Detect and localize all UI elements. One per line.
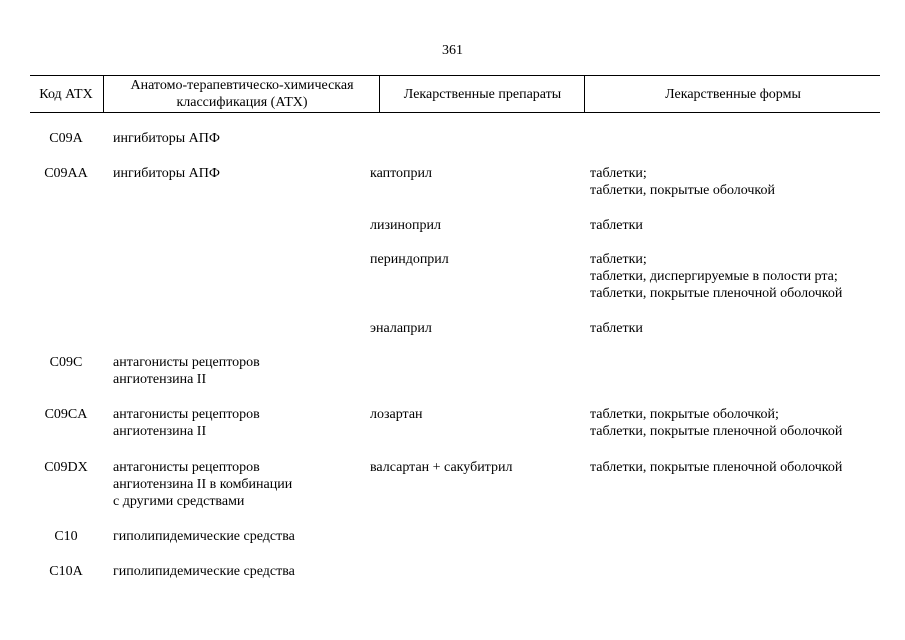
atc-code: C10A bbox=[49, 564, 83, 579]
atc-classification: ингибиторы АПФ bbox=[113, 131, 220, 146]
atc-classification: антагонисты рецепторов ангиотензина II bbox=[113, 407, 260, 439]
atc-code: C09A bbox=[49, 131, 83, 146]
drug-name: лизиноприл bbox=[370, 218, 441, 233]
atc-code: C09CA bbox=[44, 407, 88, 422]
atc-classification: гиполипидемические средства bbox=[113, 529, 295, 544]
header-drugs: Лекарственные препараты bbox=[379, 76, 585, 112]
drug-name: лозартан bbox=[370, 407, 423, 422]
page-number: 361 bbox=[442, 43, 463, 58]
drug-name: валсартан + сакубитрил bbox=[370, 460, 513, 475]
dosage-form: таблетки; таблетки, диспергируемые в полости рта; таблетки, покрытые пленочной оболочкой bbox=[590, 252, 843, 301]
dosage-form: таблетки bbox=[590, 218, 643, 233]
header-atc-classification: Анатомо-терапевтическо-химическая классификация (АТХ) bbox=[103, 76, 380, 112]
header-atc-code: Код АТХ bbox=[39, 86, 93, 102]
dosage-form: таблетки, покрытые пленочной оболочкой bbox=[590, 460, 843, 475]
atc-code: C09C bbox=[49, 355, 83, 370]
atc-code: C09AA bbox=[44, 166, 88, 181]
header-dosage-forms: Лекарственные формы bbox=[584, 76, 881, 112]
drug-name: эналаприл bbox=[370, 321, 432, 336]
atc-classification: антагонисты рецепторов ангиотензина II в комбинации с другими средствами bbox=[113, 460, 293, 509]
table-header bbox=[30, 75, 880, 113]
atc-classification: антагонисты рецепторов ангиотензина II bbox=[113, 355, 260, 387]
atc-code: C09DX bbox=[44, 460, 88, 475]
atc-classification: гиполипидемические средства bbox=[113, 564, 295, 579]
atc-code: C10 bbox=[54, 529, 78, 544]
drug-name: каптоприл bbox=[370, 166, 433, 181]
drug-name: периндоприл bbox=[370, 252, 449, 267]
atc-classification: ингибиторы АПФ bbox=[113, 166, 220, 181]
dosage-form: таблетки bbox=[590, 321, 643, 336]
dosage-form: таблетки, покрытые оболочкой; таблетки, покрытые пленочной оболочкой bbox=[590, 407, 843, 439]
atc-table bbox=[30, 75, 880, 579]
dosage-form: таблетки; таблетки, покрытые оболочкой bbox=[590, 166, 776, 198]
